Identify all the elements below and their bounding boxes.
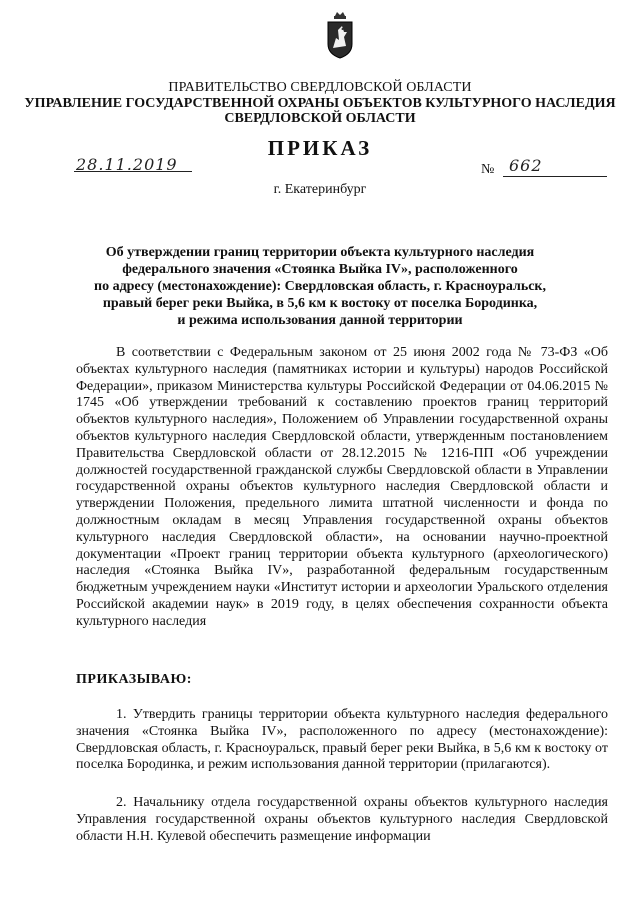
handwritten-number: 662 bbox=[509, 156, 543, 175]
number-sign: № bbox=[481, 162, 495, 177]
handwritten-date: 28.11.2019 bbox=[76, 155, 178, 174]
number-underline bbox=[503, 176, 607, 177]
department-name-line-1: УПРАВЛЕНИЕ ГОСУДАРСТВЕННОЙ ОХРАНЫ ОБЪЕКТОВ КУЛЬТУРНОГО НАСЛЕДИЯ bbox=[24, 96, 616, 111]
order-subject bbox=[0, 244, 640, 329]
coat-of-arms-icon bbox=[325, 10, 355, 60]
subject-line-5: и режима использования данной территории bbox=[177, 313, 463, 328]
subject-line-1: Об утверждении границ территории объекта культурного наследия bbox=[105, 245, 535, 260]
subject-line-3: по адресу (местонахождение): Свердловская область, г. Красноуральск, bbox=[94, 279, 546, 294]
date-field bbox=[74, 156, 192, 172]
document-type-title: ПРИКАЗ bbox=[267, 136, 373, 160]
order-item-1: 1. Утвердить границы территории объекта культурного наследия федерального значения «Стоянка Выйка IV», расположенного по адресу (местонахождение): Свердловская область, г. Красноуральск, правый берег реки Выйка, в 5,6 км к востоку от поселка Бородинка, и режим использования данной территории (прилагаются). bbox=[76, 707, 608, 773]
decree-heading: ПРИКАЗЫВАЮ: bbox=[76, 672, 192, 687]
government-name: ПРАВИТЕЛЬСТВО СВЕРДЛОВСКОЙ ОБЛАСТИ bbox=[168, 80, 472, 95]
department-name-line-2: СВЕРДЛОВСКОЙ ОБЛАСТИ bbox=[224, 111, 416, 126]
department-name bbox=[0, 96, 640, 126]
preamble-paragraph: В соответствии с Федеральным законом от 25 июня 2002 года № 73-ФЗ «Об объектах культурного наследия (памятниках истории и культуры) народов Российской Федерации», приказом Министерства культуры Российской Федерации от 04.06.2015 № 1745 «Об утверждении требований к составлению проектов границ территорий объектов культурного наследия», Положением об Управлении государственной охраны объектов культурного наследия Свердловской области, утвержденным постановлением Правительства Свердловской области от 28.12.2015 № 1216-ПП «Об учреждении должностей государственной гражданской службы Свердловской области в Управлении государственной охраны объектов культурного наследия Свердловской области и утверждении Положения, предельного лимита штатной численности и фонда по должностным окладам в месяц Управления государственной охраны объектов культурного наследия Свердловской области», на основании научно-проектной документации «Проект границ территории объекта культурного (археологического) наследия «Стоянка Выйка IV», разработанной федеральным государственным бюджетным учреждением науки «Институт истории и археологии Уральского отделения Российской академии наук» в 2019 году, в целях обеспечения сохранности объекта культурного наследия bbox=[76, 345, 608, 629]
subject-line-4: правый берег реки Выйка, в 5,6 км к востоку от поселка Бородинка, bbox=[102, 296, 538, 311]
order-item-2: 2. Начальнику отдела государственной охраны объектов культурного наследия Управления государственной охраны объектов культурного наследия Свердловской области Н.Н. Кулевой обеспечить размещение информации bbox=[76, 795, 608, 844]
subject-line-2: федерального значения «Стоянка Выйка IV», расположенного bbox=[122, 262, 518, 277]
city-label: г. Екатеринбург bbox=[273, 182, 367, 197]
